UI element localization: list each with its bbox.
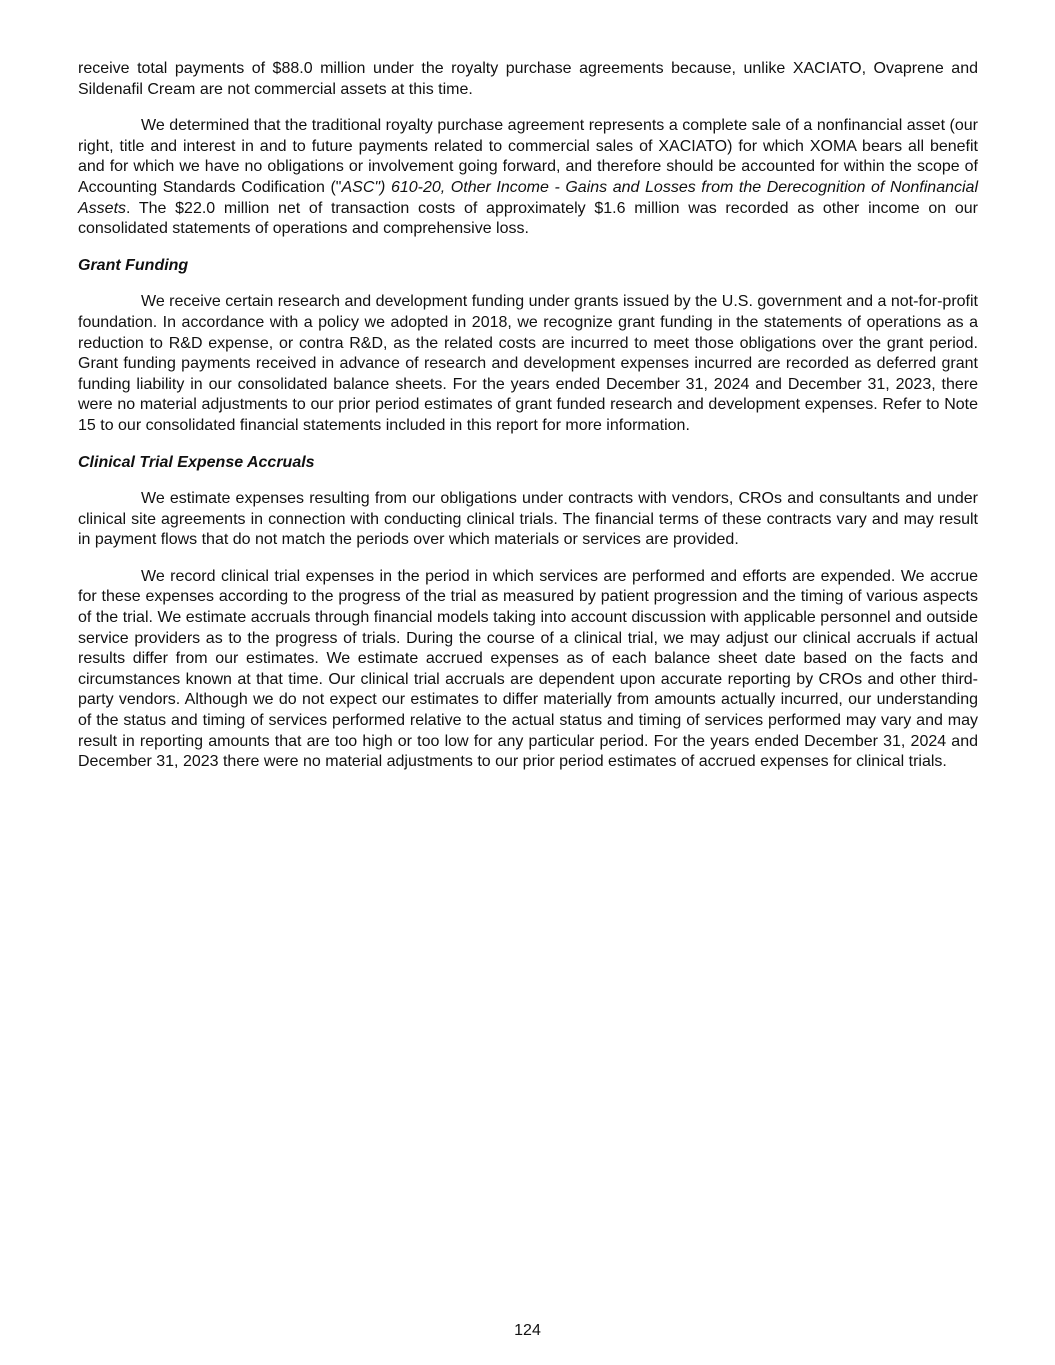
page-number: 124 — [514, 1322, 541, 1339]
paragraph-clinical-estimates: We estimate expenses resulting from our obligations under contracts with vendors, CROs and consultants and under clinical site agreements in connection with conducting clinical trials. The financial terms of these contracts vary and may result in payment flows that do not match the periods over which materials or services are provided. — [78, 490, 978, 549]
paragraph-clinical-recording: We record clinical trial expenses in the period in which services are performed and efforts are expended. We accrue for these expenses according to the progress of the trial as measured by patient progression and the timing of various aspects of the trial. We estimate accruals through financial models taking into account discussion with applicable personnel and outside service providers as to the progress of trials. During the course of a clinical trial, we may adjust our clinical accruals if actual results differ from our estimates. We estimate accrued expenses as of each balance sheet date based on the facts and circumstances known at that time. Our clinical trial accruals are dependent upon accurate reporting by CROs and other third-party vendors. Although we do not expect our estimates to differ materially from amounts actually incurred, our understanding of the status and timing of services performed relative to the actual status and timing of services performed may vary and may result in reporting amounts that are too high or too low for any particular period. For the years ended December 31, 2024 and December 31, 2023 there were no material adjustments to our prior period estimates of accrued expenses for clinical trials. — [78, 567, 978, 771]
paragraph-grant-funding: We receive certain research and development funding under grants issued by the U.S. government and a not-for-profit foundation. In accordance with a policy we adopted in 2018, we recognize grant funding in the statements of operations as a reduction to R&D expense, or contra R&D, as the related costs are incurred to meet those obligations over the grant period. Grant funding payments received in advance of research and development expenses incurred are recorded as deferred grant funding liability in our consolidated balance sheets. For the years ended December 31, 2024 and December 31, 2023, there were no material adjustments to our prior period estimates of grant funded research and development expenses. Refer to Note 15 to our consolidated financial statements included in this report for more information. — [78, 293, 978, 434]
document-body — [78, 59, 978, 789]
heading-clinical-trial-accruals: Clinical Trial Expense Accruals — [78, 453, 315, 471]
text-segment: . The $22.0 million net of transaction costs of approximately $1.6 million was recorded as other income on our consolidated statements of operations and comprehensive loss. — [78, 199, 978, 238]
paragraph-royalty-payments: receive total payments of $88.0 million under the royalty purchase agreements because, unlike XACIATO, Ovaprene and Sildenafil Cream are not commercial assets at this time. — [78, 60, 978, 98]
heading-grant-funding: Grant Funding — [78, 256, 189, 274]
paragraph-royalty-accounting — [78, 116, 978, 240]
asc-citation: ASC") 610-20, Other Income - Gains and Losses from the Derecognition of Nonfinancial Assets — [78, 178, 979, 217]
text-segment: We determined that the traditional royalty purchase agreement represents a complete sale of a nonfinancial asset (our right, title and interest in and to future payments related to commercial sales of XACIATO) for which XOMA bears all benefit and for which we have no obligations or involvement going forward, and therefore should be accounted for within the scope of Accounting Standards Codification (" — [78, 117, 978, 196]
